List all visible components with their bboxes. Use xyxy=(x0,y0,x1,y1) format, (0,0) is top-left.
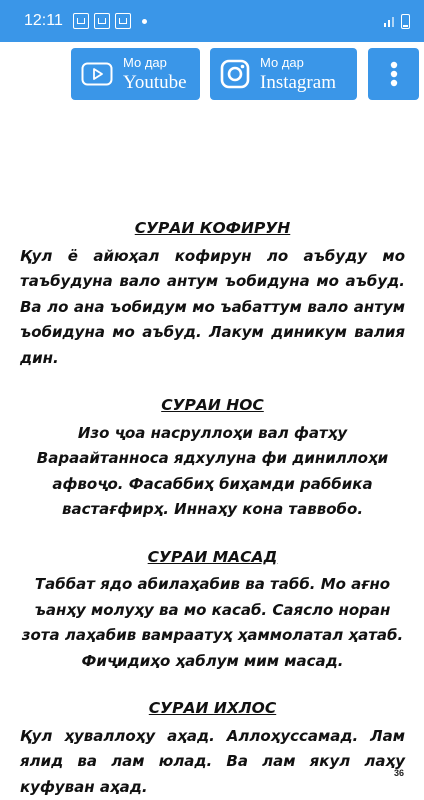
status-bar xyxy=(0,0,424,42)
surah-kofirun xyxy=(20,216,405,371)
youtube-label: Youtube xyxy=(123,72,187,93)
more-options-button[interactable] xyxy=(368,48,419,100)
notification-icon xyxy=(94,13,110,29)
surah-text: Таббат ядо абилаҳабив ва табб. Мо ағно ъанҳу молуҳу ва мо касаб. Саясло норан зота лаҳабив вамраатуҳ ҳаммолатал ҳатаб. Фиҷидиҳо ҳаблум мим масад. xyxy=(21,575,404,670)
surah-nos xyxy=(20,393,405,523)
surah-title: СУРАИ ИХЛОС xyxy=(148,699,277,717)
signal-icon xyxy=(383,14,397,28)
more-notifications-icon xyxy=(142,19,147,24)
instagram-icon xyxy=(220,59,250,89)
instagram-label: Instagram xyxy=(260,72,336,93)
surah-title: СУРАИ МАСАД xyxy=(147,547,278,566)
youtube-button-text xyxy=(123,56,187,92)
status-time: 12:11 xyxy=(24,12,63,29)
instagram-button-text xyxy=(260,56,336,92)
surah-title: СУРАИ НОС xyxy=(161,396,264,414)
page-content xyxy=(20,216,405,800)
surah-ikhlos xyxy=(20,696,405,800)
youtube-prefix: Мо дар xyxy=(123,55,167,70)
notification-icon xyxy=(115,13,131,29)
status-indicators xyxy=(383,14,410,29)
page-number: 36 xyxy=(393,768,404,778)
battery-icon xyxy=(401,14,410,29)
surah-text: Қул ё айюҳал кофирун ло аъбуду мо таъбудуна вало антум ъобидуна мо аъбуд. Ва ло ана ъобидум мо ъабаттум вало антум ъобидуна мо аъбуд. Лакум диникум валия дин. xyxy=(20,246,405,367)
notification-icon xyxy=(73,13,89,29)
instagram-button[interactable] xyxy=(210,48,357,100)
youtube-icon xyxy=(81,62,113,86)
youtube-button[interactable] xyxy=(71,48,200,100)
surah-text: Қул ҳуваллоҳу аҳад. Аллоҳуссамад. Лам ялид ва лам юлад. Ва лам якул лаҳу куфуван аҳад. xyxy=(20,726,405,796)
surah-text: Изо ҷоа насруллоҳи вал фатҳу Вараайтанноса ядхулуна фи диниллоҳи афвоҷо. Фасаббиҳ биҳамди раббика вастағфирҳ. Иннаҳу кона таввобо. xyxy=(36,423,389,518)
surah-title: СУРАИ КОФИРУН xyxy=(134,219,291,237)
more-vertical-icon xyxy=(390,61,398,87)
instagram-prefix: Мо дар xyxy=(260,55,304,70)
surah-masad xyxy=(20,545,405,675)
